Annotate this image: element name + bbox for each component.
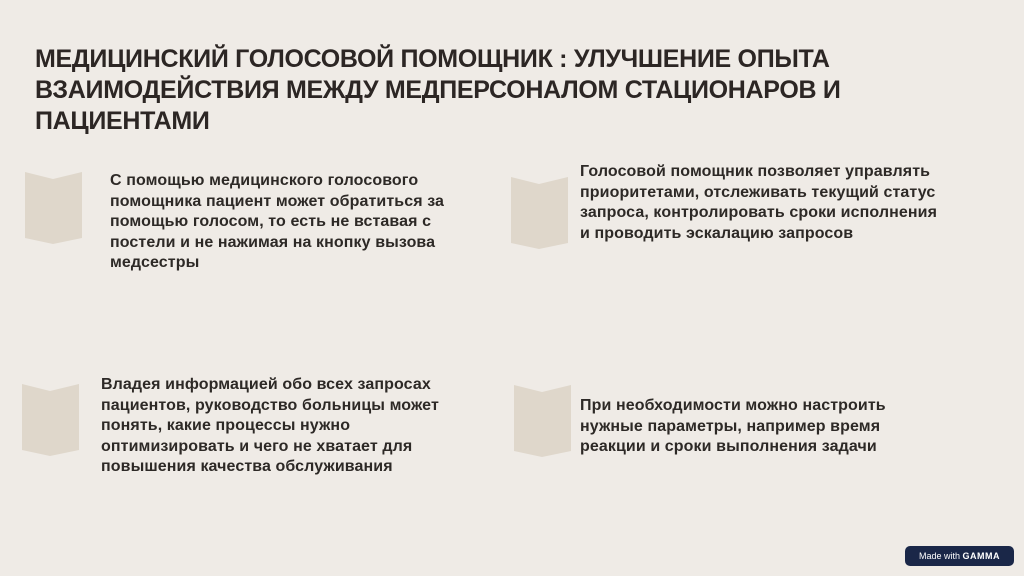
- feature-text: Владея информацией обо всех запросах пациентов, руководство больницы может понять, какие процессы нужно оптимизировать и чего не хватает для повышения качества обслуживания: [101, 376, 439, 475]
- slide-title: МЕДИЦИНСКИЙ ГОЛОСОВОЙ ПОМОЩНИК : УЛУЧШЕНИЕ ОПЫТА ВЗАИМОДЕЙСТВИЯ МЕЖДУ МЕДПЕРСОНАЛОМ СТАЦИОНАРОВ И ПАЦИЕНТАМИ: [35, 45, 841, 135]
- book-marker-icon: [22, 384, 79, 456]
- feature-text: С помощью медицинского голосового помощника пациент может обратиться за помощью голосом, то есть не вставая с постели и не нажимая на кнопку вызова медсестры: [110, 172, 445, 271]
- feature-text: Голосовой помощник позволяет управлять приоритетами, отслеживать текущий статус запроса, контролировать сроки исполнения и проводить эскалацию запросов: [580, 163, 937, 242]
- badge-prefix: Made with: [918, 551, 960, 561]
- made-with-gamma-badge[interactable]: [905, 546, 1014, 566]
- gamma-logo: GAMMA: [962, 551, 1001, 561]
- feature-text: При необходимости можно настроить нужные параметры, например время реакции и сроки выполнения задачи: [580, 397, 886, 455]
- book-marker-icon: [514, 385, 571, 457]
- book-marker-icon: [511, 177, 568, 249]
- book-marker-icon: [25, 172, 82, 244]
